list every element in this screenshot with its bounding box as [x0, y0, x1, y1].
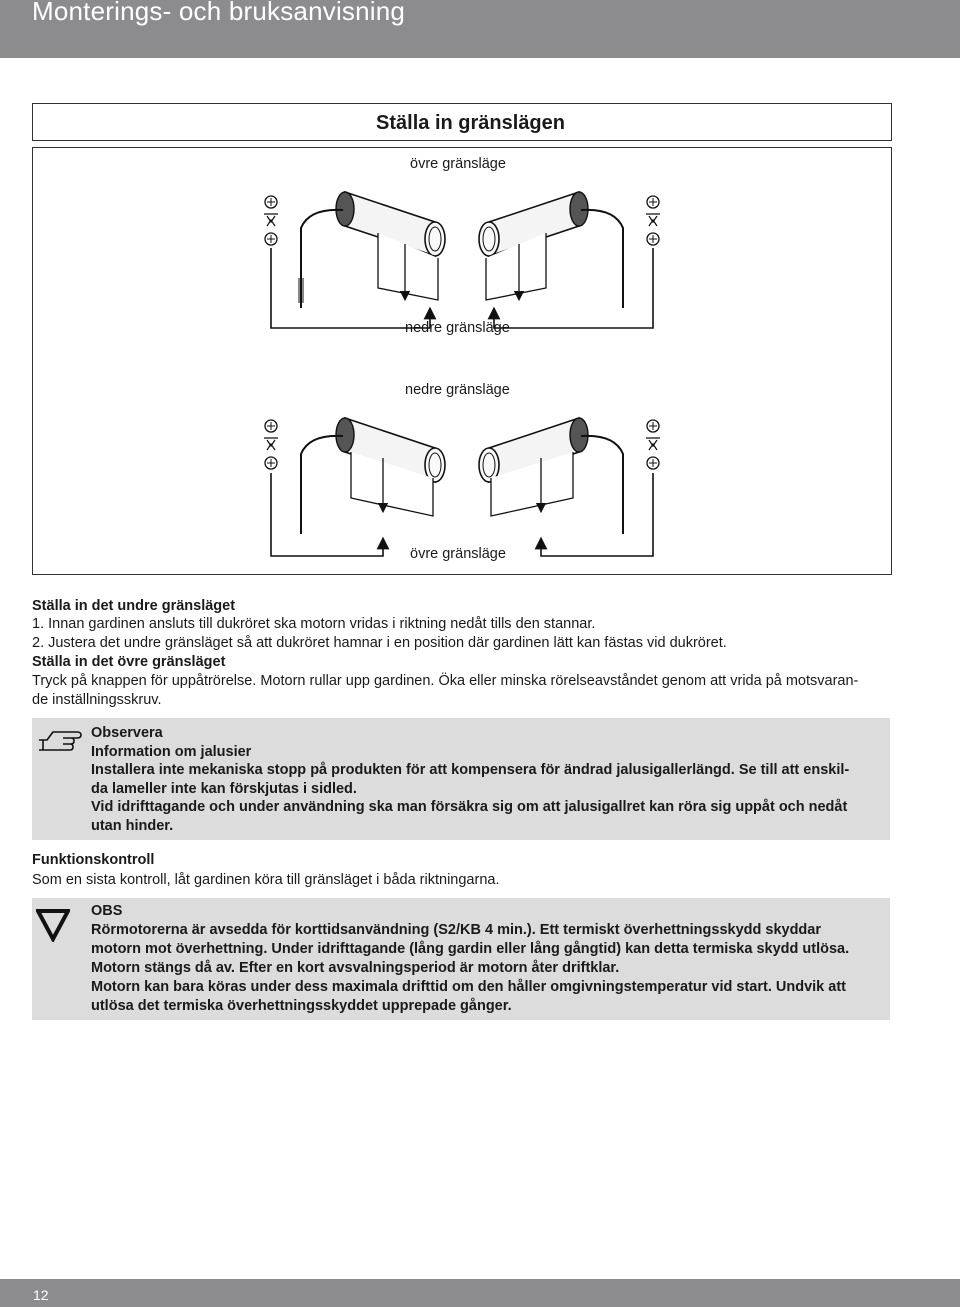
- lower-limit-heading: Ställa in det undre gränsläget: [32, 598, 236, 614]
- warning-line-3: Motorn stängs då av. Efter en kort avsvalningsperiod är motorn åter driftklar.: [91, 960, 620, 976]
- motor-illustration: [33, 148, 891, 574]
- lower-limit-step-2: 2. Justera det undre gränsläget så att dukröret hamnar i en position där gardinen lätt kan fästas vid dukröret.: [32, 635, 727, 651]
- note-title: Observera: [91, 725, 163, 741]
- figure-label-bottom-2: övre gränsläge: [410, 546, 506, 562]
- page-number: 12: [33, 1287, 49, 1303]
- top-left-motor: [264, 192, 445, 328]
- warning-line-2: motorn mot överhettning. Under idrifttagande (lång gardin eller lång gångtid) kan detta termiska skydd utlösa.: [91, 941, 850, 957]
- warning-box: [32, 898, 890, 1020]
- figure-label-top-1: övre gränsläge: [410, 156, 506, 172]
- section-title: Ställa in gränslägen: [376, 112, 565, 134]
- upper-limit-line-2: de inställningsskruv.: [32, 692, 162, 708]
- note-box: [32, 718, 890, 840]
- section-title-box: [32, 103, 892, 141]
- note-line-2: da lameller inte kan förskjutas i sidled.: [91, 780, 357, 797]
- note-line-1: Installera inte mekaniska stopp på produkten för att kompensera för ändrad jalusigallerlängd. Se till att enskil-: [91, 762, 850, 778]
- function-check-text: Som en sista kontroll, låt gardinen köra till gränsläget i båda riktningarna.: [32, 872, 500, 888]
- warning-content: [91, 902, 886, 1016]
- top-right-motor: [479, 192, 660, 328]
- lower-limit-step-1: 1. Innan gardinen ansluts till dukröret ska motorn vridas i riktning nedåt tills den stannar.: [32, 616, 596, 632]
- limit-figure: [32, 147, 892, 575]
- bottom-left-motor: [264, 418, 445, 556]
- pointing-hand-icon: [37, 726, 83, 756]
- figure-label-bottom-1: nedre gränsläge: [405, 320, 510, 336]
- figure-label-top-2: nedre gränsläge: [405, 382, 510, 398]
- warning-title: OBS: [91, 903, 123, 919]
- note-line-4: utan hinder.: [91, 817, 174, 834]
- warning-triangle-icon: [36, 908, 70, 942]
- footer-bar: [0, 1279, 960, 1307]
- function-check-heading: Funktionskontroll: [32, 852, 155, 868]
- warning-line-4: Motorn kan bara köras under dess maximala drifttid om den håller omgivningstemperatur vid start. Undvik att: [91, 979, 846, 995]
- bottom-right-motor: [479, 418, 660, 556]
- warning-line-1: Rörmotorerna är avsedda för korttidsanvändning (S2/KB 4 min.). Ett termiskt överhettningsskydd skyddar: [91, 922, 821, 938]
- note-line-3: Vid idrifttagande och under användning ska man försäkra sig om att jalusigallret kan röra sig uppåt och nedåt: [91, 799, 848, 815]
- upper-limit-heading: Ställa in det övre gränsläget: [32, 654, 226, 670]
- warning-line-5: utlösa det termiska överhettningsskyddet upprepade gånger.: [91, 998, 512, 1014]
- upper-limit-line-1: Tryck på knappen för uppåtrörelse. Motorn rullar upp gardinen. Öka eller minska rörelseavståndet genom att vrida på motsvaran-: [32, 673, 859, 689]
- document-title: Monterings- och bruksanvisning: [32, 0, 406, 26]
- note-content: [91, 724, 881, 835]
- header-bar: [0, 0, 960, 58]
- note-subtitle: Information om jalusier: [91, 743, 252, 760]
